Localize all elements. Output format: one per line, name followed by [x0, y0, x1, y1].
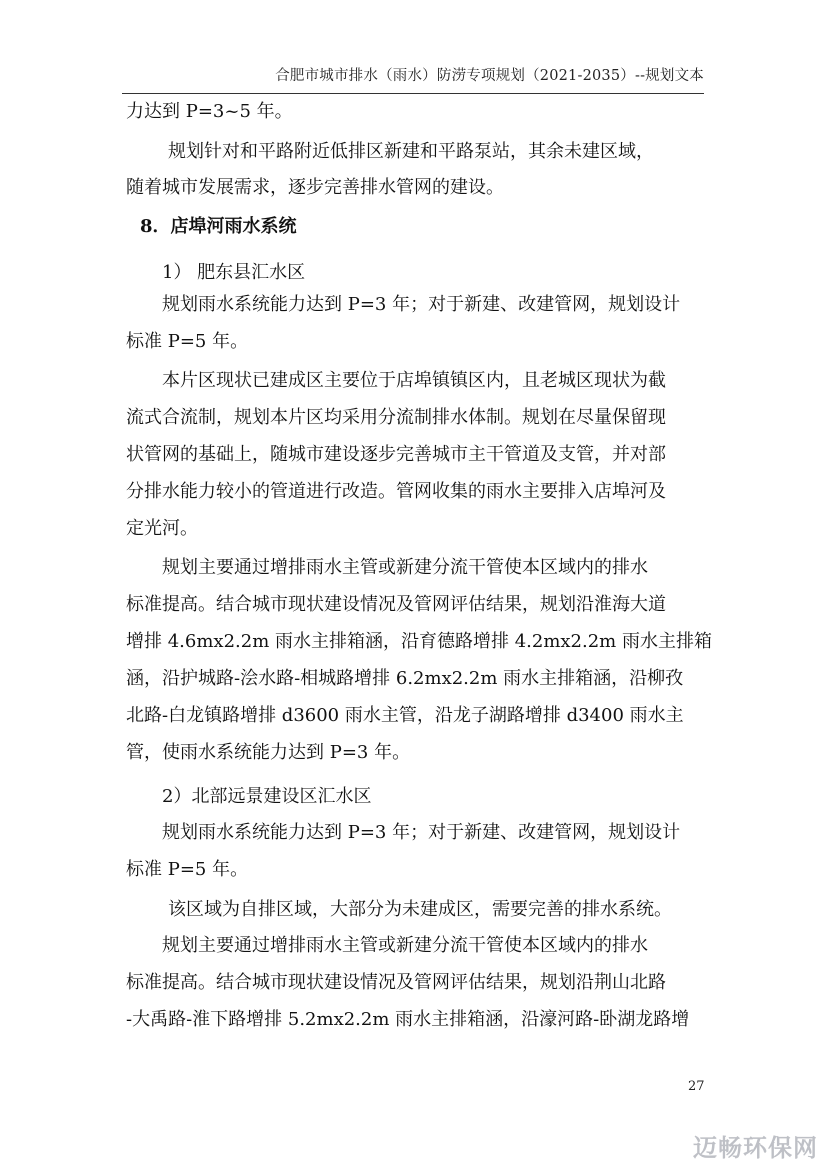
- body-line: 北路-白龙镇路增排 d3600 雨水主管，沿龙子湖路增排 d3400 雨水主: [126, 705, 684, 726]
- body-line: 规划针对和平路附近低排区新建和平路泵站，其余未建区域，: [168, 141, 654, 162]
- body-line: 分排水能力较小的管道进行改造。管网收集的雨水主要排入店埠河及: [126, 481, 666, 502]
- body-line: 标准 P=5 年。: [126, 331, 249, 352]
- body-line: 标准 P=5 年。: [126, 859, 249, 880]
- body-line: 规划雨水系统能力达到 P=3 年；对于新建、改建管网，规划设计: [162, 294, 681, 315]
- body-line: 规划主要通过增排雨水主管或新建分流干管使本区域内的排水: [162, 935, 648, 956]
- body-line: 本片区现状已建成区主要位于店埠镇镇区内，且老城区现状为截: [162, 370, 666, 391]
- section-heading: 8．店埠河雨水系统: [140, 216, 297, 237]
- body-line: 标准提高。结合城市现状建设情况及管网评估结果，规划沿荆山北路: [126, 972, 666, 993]
- body-line: 管，使雨水系统能力达到 P=3 年。: [126, 742, 411, 763]
- subsection-heading: 2）北部远景建设区汇水区: [162, 786, 372, 807]
- body-line: 流式合流制，规划本片区均采用分流制排水体制。规划在尽量保留现: [126, 407, 666, 428]
- body-line: 标准提高。结合城市现状建设情况及管网评估结果，规划沿淮海大道: [126, 594, 666, 615]
- body-line: 规划雨水系统能力达到 P=3 年；对于新建、改建管网，规划设计: [162, 822, 681, 843]
- body-line: 增排 4.6mx2.2m 雨水主排箱涵，沿育德路增排 4.2mx2.2m 雨水主排箱: [126, 631, 712, 652]
- running-header: 合肥市城市排水（雨水）防涝专项规划（2021-2035）--规划文本: [275, 68, 704, 84]
- body-line: 随着城市发展需求，逐步完善排水管网的建设。: [126, 177, 504, 198]
- body-line: 力达到 P=3~5 年。: [126, 101, 293, 122]
- body-line: 该区域为自排区域，大部分为未建成区，需要完善的排水系统。: [168, 899, 672, 920]
- subsection-heading: 1） 肥东县汇水区: [162, 262, 306, 283]
- body-line: 规划主要通过增排雨水主管或新建分流干管使本区域内的排水: [162, 557, 648, 578]
- header-divider: [122, 93, 704, 94]
- body-line: 定光河。: [126, 518, 198, 539]
- watermark-logo: 迈畅环保网: [693, 1134, 818, 1162]
- body-line: -大禹路-淮下路增排 5.2mx2.2m 雨水主排箱涵，沿濠河路-卧湖龙路增: [126, 1009, 690, 1030]
- page-number: 27: [688, 1079, 705, 1094]
- body-line: 涵，沿护城路-浍水路-相城路增排 6.2mx2.2m 雨水主排箱涵，沿柳孜: [126, 668, 684, 689]
- body-line: 状管网的基础上，随城市建设逐步完善城市主干管道及支管，并对部: [126, 444, 666, 465]
